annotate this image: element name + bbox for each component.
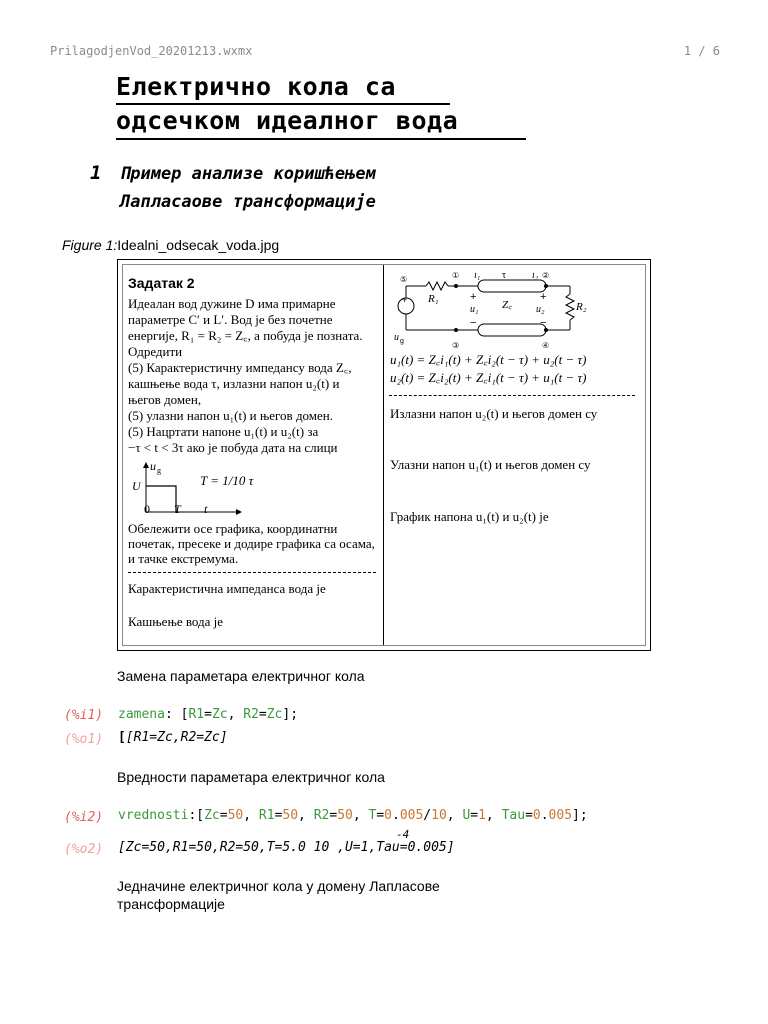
section-title-line-2: Лапласаове трансформације bbox=[120, 192, 376, 212]
output-value-1: [R1=Zc,R2=Zc] bbox=[125, 730, 228, 745]
task-line-9: (5) Нацртати напоне u₁(t) и u₂(t) за bbox=[128, 424, 319, 439]
equation-1: u₁(t) = Z꜀i₁(t) + Z꜀i₂(t − τ) + u₂(t − τ) bbox=[390, 352, 587, 367]
svg-text:+: + bbox=[402, 295, 408, 305]
title-underline-2 bbox=[116, 138, 526, 140]
svg-text:−: − bbox=[540, 317, 547, 329]
plot-origin-label: 0 bbox=[144, 502, 150, 516]
output-label-1: (%o1) bbox=[64, 732, 104, 747]
svg-text:−: − bbox=[470, 317, 477, 329]
svg-text:u: u bbox=[394, 332, 399, 343]
answer-delay: Кашњење вода је bbox=[128, 614, 224, 629]
task-line-5: (5) Карактеристичну импедансу вода Z꜀, bbox=[128, 360, 352, 375]
svg-text:R₂: R₂ bbox=[576, 301, 587, 313]
text-parameter-values: Вредности параметара електричног кола bbox=[117, 769, 385, 785]
svg-text:u₁: u₁ bbox=[470, 304, 479, 315]
answer-input-voltage: Улазни напон u₁(t) и његов домен су bbox=[390, 457, 591, 472]
output-exponent: -4 bbox=[396, 828, 410, 841]
page-indicator: 1 / 6 bbox=[683, 44, 720, 58]
task-heading: Задатак 2 bbox=[128, 275, 195, 291]
input-cell-2[interactable]: vrednosti:[Zc=50, R1=50, R2=50, T=0.005/10, U=1, Tau=0.005]; bbox=[118, 808, 588, 823]
text-laplace-equations-1: Једначине електричног кола у домену Лапласове bbox=[117, 878, 440, 894]
plot-t-tick: T bbox=[174, 502, 181, 516]
output-cell-2 bbox=[118, 840, 455, 855]
svg-text:u: u bbox=[150, 460, 156, 473]
svg-text:③: ③ bbox=[452, 341, 460, 350]
left-dashed-separator bbox=[128, 572, 376, 573]
title-line-2: одсечком идеалног вода bbox=[116, 106, 459, 135]
mark-line-2: почетак, пресеке и додире графика са осама, bbox=[128, 536, 375, 551]
answer-impedance: Карактеристична импеданса вода је bbox=[128, 581, 326, 596]
svg-text:+: + bbox=[540, 291, 547, 303]
svg-text:U: U bbox=[132, 479, 141, 493]
text-laplace-equations-2: трансформације bbox=[117, 896, 225, 912]
mark-line-1: Обележити осе графика, координатни bbox=[128, 521, 338, 536]
plot-time-axis-label: t bbox=[204, 502, 208, 516]
input-label-1: (%i1) bbox=[64, 708, 104, 723]
plot-period-formula: T = 1/10 τ bbox=[200, 473, 254, 488]
svg-text:①: ① bbox=[452, 272, 460, 280]
task-line-4: Одредити bbox=[128, 344, 183, 359]
figure-caption bbox=[62, 237, 279, 253]
section-number: 1 bbox=[90, 162, 102, 184]
answer-output-voltage: Излазни напон u₂(t) и његов домен су bbox=[390, 406, 598, 421]
task-line-10: −τ < t < 3τ ако је побуда дата на слици bbox=[128, 440, 338, 455]
svg-text:④: ④ bbox=[542, 341, 550, 350]
input-cell-1[interactable]: zamena: [R1=Zc, R2=Zc]; bbox=[118, 707, 299, 722]
answer-voltage-graph: График напона u₁(t) и u₂(t) је bbox=[390, 509, 549, 524]
section-title-line-1: Пример анализе коришћењем bbox=[120, 164, 376, 184]
task-line-3: енергије, R₁ = R₂ = Z꜀, а побуда је позната. bbox=[128, 328, 363, 343]
task-line-7: његов домен, bbox=[128, 392, 202, 407]
task-line-6: кашњење вода τ, излазни напон u₂(t) и bbox=[128, 376, 340, 391]
output-value-2: [Zc=50,R1=50,R2=50,T=5.0 10 ,U=1,Tau=0.005] bbox=[118, 840, 455, 855]
svg-text:i₂: i₂ bbox=[532, 272, 539, 281]
input-label-2: (%i2) bbox=[64, 810, 104, 825]
equation-2: u₂(t) = Z꜀i₂(t) + Z꜀i₁(t − τ) + u₁(t − τ) bbox=[390, 370, 587, 385]
right-dashed-separator bbox=[389, 395, 635, 396]
svg-text:g: g bbox=[157, 466, 161, 475]
task-line-2: параметре C′ и L′. Вод је без почетне bbox=[128, 312, 333, 327]
svg-text:Z꜀: Z꜀ bbox=[502, 299, 512, 311]
svg-text:②: ② bbox=[542, 272, 550, 280]
svg-text:R₁: R₁ bbox=[428, 293, 439, 305]
svg-text:⑤: ⑤ bbox=[400, 275, 408, 284]
figure-filename: Idealni_odsecak_voda.jpg bbox=[117, 237, 280, 253]
task-column-divider bbox=[383, 265, 384, 645]
svg-text:g: g bbox=[400, 338, 404, 345]
mark-line-3: и тачке екстремума. bbox=[128, 551, 239, 566]
document-filename: PrilagodjenVod_20201213.wxmx bbox=[50, 44, 253, 58]
title-line-1: Електрично кола са bbox=[116, 72, 396, 101]
task-line-8: (5) улазни напон u₁(t) и његов домен. bbox=[128, 408, 334, 423]
task-figure bbox=[117, 259, 651, 651]
svg-text:i₁: i₁ bbox=[474, 272, 481, 281]
output-cell-1: [[R1=Zc,R2=Zc] bbox=[118, 730, 228, 745]
circuit-diagram bbox=[390, 272, 610, 352]
text-parameter-substitution: Замена параметара електричног кола bbox=[117, 668, 365, 684]
figure-label: Figure 1: bbox=[62, 237, 118, 253]
svg-text:τ: τ bbox=[502, 272, 507, 281]
svg-text:u₂: u₂ bbox=[536, 304, 545, 315]
output-label-2: (%o2) bbox=[64, 842, 104, 857]
task-line-1: Идеалан вод дужине D има примарне bbox=[128, 296, 336, 311]
svg-text:+: + bbox=[470, 291, 477, 303]
